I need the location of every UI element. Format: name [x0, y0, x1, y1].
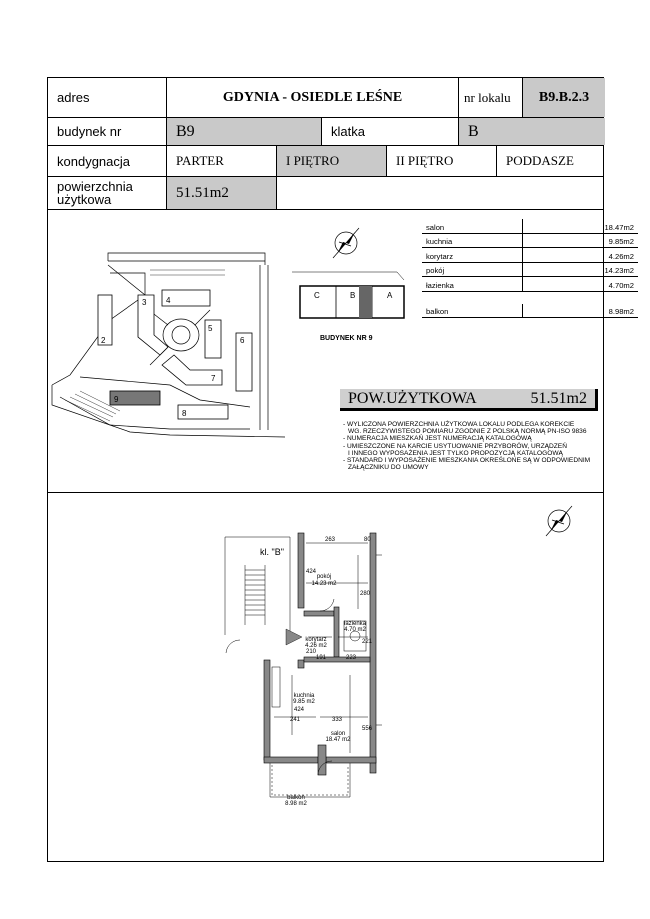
staircase-key-c: C [314, 291, 320, 300]
unit-value-cell [523, 78, 605, 117]
building-label: 9 [114, 395, 119, 404]
header-row-area [48, 177, 603, 210]
address-value: GDYNIA - OSIEDLE LEŚNE [222, 89, 403, 105]
unit-label: nr lokalu [464, 89, 511, 105]
staircase-label: kl. "B" [260, 547, 284, 557]
building-label: 6 [240, 336, 245, 345]
building-value-cell [167, 118, 322, 145]
room-row: łazienka 4.70m2 [422, 277, 638, 292]
usable-area-label: POW.UŻYTKOWA [348, 389, 477, 407]
north-arrow-icon [538, 500, 580, 542]
usable-area-value: 51.51m2 [530, 389, 587, 407]
floor-second: II PIĘTRO [396, 153, 454, 168]
staircase-label: klatka [331, 124, 365, 139]
note-line: - NUMERACJA MIESZKAŃ JEST NUMERACJĄ KATALOGOWĄ [343, 435, 532, 443]
area-label-line2: użytkowa [57, 192, 112, 207]
floor-attic-cell [497, 146, 605, 176]
note-line: - UMIESZCZONE NA KARCIE USYTUOWANIE PRZYBORÓW, URZĄDZEŃ [343, 442, 567, 450]
dimension-label: 556 [362, 726, 373, 732]
apartment-floor-plan [220, 525, 410, 815]
dimension-label: 210 [306, 649, 317, 655]
dimension-label: 280 [360, 591, 371, 597]
room-area-balkon: 8.98 m2 [285, 801, 307, 807]
floor-parter-cell [167, 146, 277, 176]
building-label: 3 [142, 298, 147, 307]
room-area-korytarz: 4.26 m2 [305, 643, 327, 649]
dimension-label: 223 [346, 655, 357, 661]
room-area-kuchnia: 9.85 m2 [293, 699, 315, 705]
area-value-cell [167, 177, 277, 209]
building-key-caption: BUDYNEK NR 9 [320, 335, 373, 342]
staircase-key-a: A [387, 291, 393, 300]
dimension-label: 191 [316, 655, 327, 661]
room-name-salon: salon [330, 731, 346, 737]
dimension-label: 241 [290, 717, 301, 723]
room-row: korytarz 4.26m2 [422, 248, 638, 263]
address-label: adres [57, 90, 90, 105]
header-row-address [48, 78, 603, 118]
note-line: - WYLICZONA POWIERZCHNIA UŻYTKOWA LOKALU PODLEGA KOREKCIE [343, 421, 575, 428]
dimension-label: 333 [332, 717, 343, 723]
address-value-cell [167, 78, 459, 117]
dimension-label: 221 [362, 639, 373, 645]
area-label-line1: powierzchnia [57, 179, 133, 194]
dimension-label: 424 [294, 707, 305, 713]
room-name-pokoj: pokój [316, 574, 332, 580]
building-label: 8 [182, 409, 187, 418]
building-value: B9 [176, 122, 195, 140]
building-label: 4 [166, 296, 171, 305]
floor-label: kondygnacja [57, 153, 130, 169]
room-row: kuchnia 9.85m2 [422, 234, 638, 249]
note-line: WG. RZECZYWISTEGO POMIARU ZGODNIE Z POLSKĄ NORMĄ PN-ISO 9836 [348, 428, 587, 436]
site-plan-map [50, 225, 290, 440]
room-area-pokoj: 14.23 m2 [311, 581, 337, 587]
room-name-lazienka: łazienka [343, 621, 367, 627]
dimension-label: 263 [325, 537, 336, 543]
note-line: ZAŁĄCZNIKU DO UMOWY [348, 464, 429, 472]
room-area-salon: 18.47 m2 [325, 737, 351, 743]
building-staircase-key [292, 270, 422, 350]
area-label-cell [48, 177, 167, 209]
legal-notes [343, 421, 613, 471]
staircase-value: B [468, 122, 479, 140]
unit-label-cell [459, 78, 523, 117]
building-label: budynek nr [57, 124, 122, 139]
floor-attic: PODDASZE [506, 153, 574, 168]
staircase-value-cell [459, 118, 605, 145]
building-label: 7 [211, 374, 216, 383]
unit-value: B9.B.2.3 [538, 89, 590, 105]
room-row: pokój 14.23m2 [422, 263, 638, 278]
note-line: I INNEGO WYPOSAŻENIA JEST TYLKO PROPOZYCJĄ KATALOGOWĄ [348, 449, 563, 457]
floor-first: I PIĘTRO [286, 153, 340, 168]
staircase-key-b: B [350, 291, 356, 300]
north-arrow-icon [325, 222, 367, 264]
room-name-kuchnia: kuchnia [293, 693, 315, 699]
address-label-cell [48, 78, 167, 117]
building-label-cell [48, 118, 167, 145]
room-area-lazienka: 4.70 m2 [344, 627, 366, 633]
area-value: 51.51m2 [176, 184, 229, 201]
header-row-floor [48, 146, 603, 177]
dimension-label: 80 [364, 537, 371, 543]
dimension-label: 424 [306, 569, 317, 575]
floor-first-cell-selected [277, 146, 387, 176]
building-label: 2 [101, 336, 106, 345]
room-name-balkon: balkon [287, 795, 305, 801]
rooms-area-table [422, 219, 638, 318]
note-line: - STANDARD I WYPOSAŻENIE MIESZKANIA OKREŚLONE SĄ W ODPOWIEDNIM [343, 457, 591, 465]
usable-area-box [340, 389, 598, 411]
balcony-row: balkon 8.98m2 [422, 304, 638, 319]
building-label: 5 [208, 324, 213, 333]
staircase-label-cell [322, 118, 459, 145]
room-row: salon 18.47m2 [422, 219, 638, 234]
floor-parter: PARTER [176, 153, 224, 168]
floor-label-cell [48, 146, 167, 176]
room-name-korytarz: korytarz [305, 637, 327, 643]
header-row-building [48, 118, 603, 146]
floor-second-cell [387, 146, 497, 176]
